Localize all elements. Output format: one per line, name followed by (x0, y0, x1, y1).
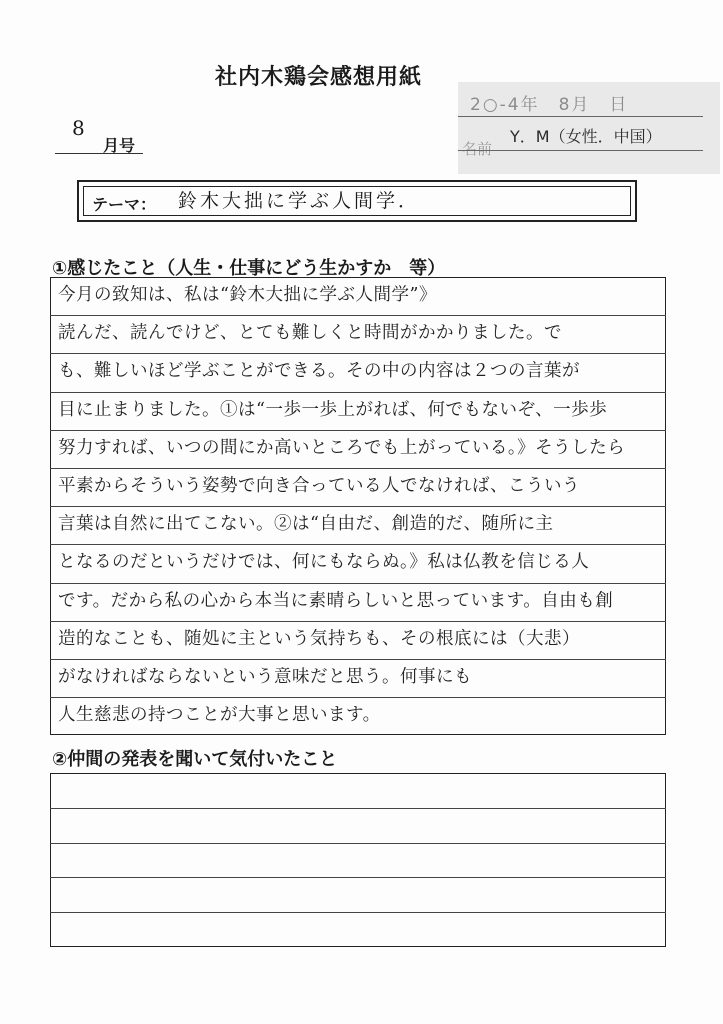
section1-heading: ①感じたこと（人生・仕事にどう生かすか 等） (52, 258, 446, 279)
ruled-line (50, 430, 666, 431)
ruled-line (50, 392, 666, 393)
handwritten-line: 平素からそういう姿勢で向き合っている人でなければ、こういう (58, 476, 580, 496)
ruled-line (50, 544, 666, 545)
ruled-line (50, 659, 666, 660)
date-underline (458, 116, 703, 117)
handwritten-line: 努力すれば、いつの間にか高いところでも上がっている。》そうしたら (58, 437, 626, 458)
ruled-line (50, 843, 666, 844)
date-field: 2○-4年 8月 日 (470, 95, 629, 115)
theme-value: 鈴木大拙に学ぶ人間学． (178, 190, 421, 212)
handwritten-line: 造的なことも、随処に主という気持ちも、その根底には（大悲） (58, 628, 580, 649)
handwritten-line: 読んだ、読んでけど、とても難しくと時間がかかりました。で (58, 323, 562, 344)
form-title: 社内木鶏会感想用紙 (215, 65, 423, 90)
handwritten-line: も、難しいほど学ぶことができる。その中の内容は２つの言葉が (58, 361, 580, 382)
section2-writing-box (50, 773, 666, 947)
ruled-line (50, 877, 666, 878)
handwritten-line: 言葉は自然に出てこない。②は“自由だ、創造的だ、随所に主 (58, 514, 554, 535)
ruled-line (50, 808, 666, 809)
month-label: 月号 (103, 136, 136, 155)
ruled-line (50, 621, 666, 622)
handwritten-line: がなければならないという意味だと思う。何事にも (58, 667, 472, 687)
handwritten-line: 今月の致知は、私は“鈴木大拙に学ぶ人間学”》 (58, 285, 437, 305)
author-name: Y．M（女性．中国） (510, 127, 662, 146)
handwritten-line: です。だから私の心から本当に素晴らしいと思っています。自由も創 (58, 590, 614, 611)
month-value: 8 (72, 116, 85, 140)
ruled-line (50, 912, 666, 913)
ruled-line (50, 315, 666, 316)
handwritten-line: 人生慈悲の持つことが大事と思います。 (58, 705, 381, 726)
name-underline (458, 150, 703, 151)
handwritten-line: となるのだというだけでは、何にもならぬ。》私は仏教を信じる人 (58, 552, 590, 573)
section2-heading: ②仲間の発表を聞いて気付いたこと (52, 749, 338, 770)
ruled-line (50, 506, 666, 507)
ruled-line (50, 353, 666, 354)
name-label: 名前 (462, 140, 493, 158)
handwritten-line: 目に止まりました。①は“一歩一歩上がれば、何でもないぞ、一歩歩 (58, 399, 608, 420)
ruled-line (50, 697, 666, 698)
theme-label: テーマ： (92, 195, 157, 214)
ruled-line (50, 468, 666, 469)
ruled-line (50, 583, 666, 584)
month-underline (55, 153, 143, 154)
